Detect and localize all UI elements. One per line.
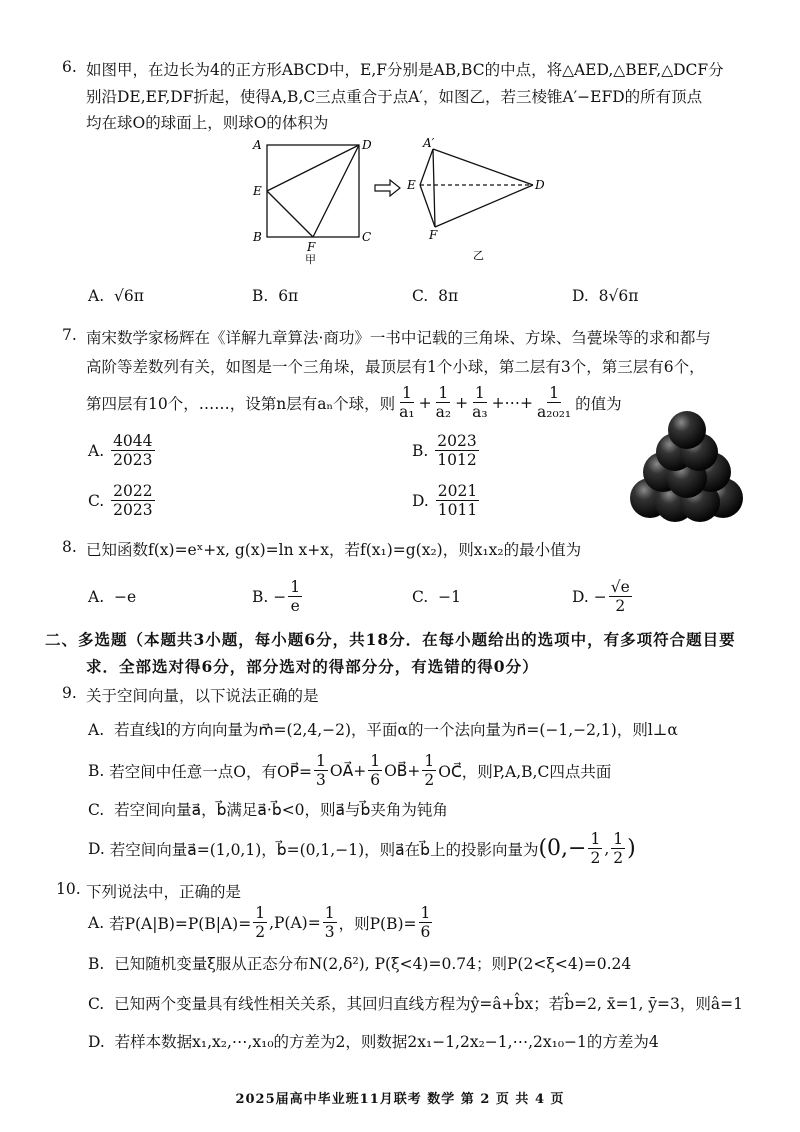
ball-pyramid-image — [625, 410, 750, 525]
fig2-label-a: A′ — [423, 136, 435, 150]
fig2-caption: 乙 — [473, 249, 484, 262]
arrow-right-icon — [375, 180, 400, 196]
q10-option-a: A. 若P(A|B)=P(B|A)= $\frac{1}{2}$ ,P(A)= $\frac{1}{3}$ ，则P(B)= $\frac{1}{6}$ — [88, 904, 431, 941]
q10-option-c: C. 已知两个变量具有线性相关关系，其回归直线方程为ŷ=â+b̂x；若b̂=2, x̄=1, ȳ=3，则â=1 — [88, 995, 743, 1013]
q6-option-d: D. 8√6π — [572, 287, 639, 305]
q6-stem-line2: 别沿DE,EF,DF折起，使得A,B,C三点重合于点A′，如图乙，若三棱锥A′−EFD的所有顶点 — [86, 88, 703, 106]
q7-option-a: A. $\frac{4044}{2023}$ — [88, 432, 153, 469]
q7-frac-2: $\frac{1}{\text{a₂}}$ — [435, 384, 452, 421]
q10-number: 10. — [56, 880, 81, 898]
q8-number: 8. — [62, 538, 77, 556]
q8-option-a: A. −e — [88, 588, 137, 606]
section-heading: 二、多选题（本题共3小题，每小题6分，共18分．在每小题给出的选项中，有多项符合题目要 — [45, 630, 736, 649]
q7-option-c: C. $\frac{2022}{2023}$ — [88, 482, 153, 519]
q8-stem: 已知函数f(x)=eˣ+x, g(x)=ln x+x，若f(x₁)=g(x₂)，则x₁x₂的最小值为 — [86, 541, 582, 559]
q6-option-c: C. 8π — [412, 287, 459, 305]
q7-frac-1: $\frac{1}{\text{a₁}}$ — [399, 384, 415, 421]
q6-stem-line1: 如图甲，在边长为4的正方形ABCD中，E,F分别是AB,BC的中点，将△AED,△BEF,△DCF分 — [86, 61, 724, 79]
q7-stem-line1: 南宋数学家杨辉在《详解九章算法·商功》一书中记载的三角垛、方垛、刍甍垛等的求和都与 — [86, 329, 711, 347]
fig1-label-d: D — [362, 138, 372, 152]
q7-stem-line3: 第四层有10个，……，设第n层有aₙ个球，则 $\frac{1}{\text{a₁}}$ + $\frac{1}{\text{a₂}}$ + $\frac{1}{\text{a₃}}$ +⋯+ $\frac{1}{\text{a₂₀₂₁}}$ 的值为 — [86, 384, 622, 421]
q10-option-d: D. 若样本数据x₁,x₂,⋯,x₁₀的方差为2，则数据2x₁−1,2x₂−1,⋯,2x₁₀−1的方差为4 — [88, 1033, 659, 1051]
fig1-caption: 甲 — [305, 253, 316, 265]
q10-stem: 下列说法中，正确的是 — [86, 883, 242, 901]
fig2-label-f: F — [429, 228, 438, 242]
q9-option-a: A. 若直线l的方向向量为m⃗=(2,4,−2)，平面α的一个法向量为n⃗=(−1,−2,1)，则l⊥α — [88, 721, 678, 739]
q9-option-c: C. 若空间向量a⃗，b⃗满足a⃗·b⃗<0，则a⃗与b⃗夹角为钝角 — [88, 801, 448, 819]
fig2-label-d: D — [535, 178, 545, 192]
q9-option-d: D. 若空间向量a⃗=(1,0,1)，b⃗=(0,1,−1)，则a⃗在b⃗上的投影向量为 (0,− $\frac{1}{2}$ , $\frac{1}{2}$ ) — [88, 830, 636, 867]
q10-option-b: B. 已知随机变量ξ服从正态分布N(2,δ²), P(ξ<4)=0.74；则P(2<ξ<4)=0.24 — [88, 955, 632, 973]
q8-option-d: D. − $\frac{√e}{2}$ — [572, 578, 630, 615]
q7-stem-line2: 高阶等差数列有关，如图是一个三角垛，最顶层有1个小球，第二层有3个，第三层有6个， — [86, 358, 705, 376]
q7-frac-4: $\frac{1}{\text{a₂₀₂₁}}$ — [537, 384, 572, 421]
q8-option-c: C. −1 — [412, 588, 461, 606]
fig1-label-b: B — [253, 230, 262, 244]
fig1-label-c: C — [362, 230, 372, 244]
square-figure — [267, 145, 359, 237]
q6-stem-line3: 均在球O的球面上，则球O的体积为 — [86, 114, 329, 132]
q6-number: 6. — [62, 58, 77, 76]
q6-option-b: B. 6π — [252, 287, 299, 305]
page-footer: 2025届高中毕业班11月联考 数学 第 2 页 共 4 页 — [235, 1092, 565, 1107]
fig1-label-f: F — [307, 240, 316, 254]
q6-figure — [245, 135, 575, 265]
q9-option-b: B. 若空间中任意一点O，有OP⃗= $\frac{1}{3}$ OA⃗+ $\frac{1}{6}$ OB⃗+ $\frac{1}{2}$ OC⃗，则P,A,B,C四点共面 — [88, 752, 612, 789]
q7-frac-3: $\frac{1}{\text{a₃}}$ — [472, 384, 488, 421]
q6-option-a: A. √6π — [88, 287, 144, 305]
q7-option-b: B. $\frac{2023}{1012}$ — [412, 432, 477, 469]
q7-option-d: D. $\frac{2021}{1011}$ — [412, 482, 478, 519]
section-heading-line2: 求．全部选对得6分，部分选对的得部分分，有选错的得0分） — [86, 657, 539, 676]
q9-stem: 关于空间向量，以下说法正确的是 — [86, 687, 319, 705]
tetrahedron-figure — [420, 149, 533, 227]
q9-number: 9. — [62, 684, 77, 702]
fig1-label-e: E — [253, 184, 262, 198]
q7-number: 7. — [62, 326, 77, 344]
q8-option-b: B. − $\frac{1}{e}$ — [252, 578, 301, 615]
fig1-label-a: A — [253, 138, 262, 152]
fig2-label-e: E — [407, 178, 416, 192]
